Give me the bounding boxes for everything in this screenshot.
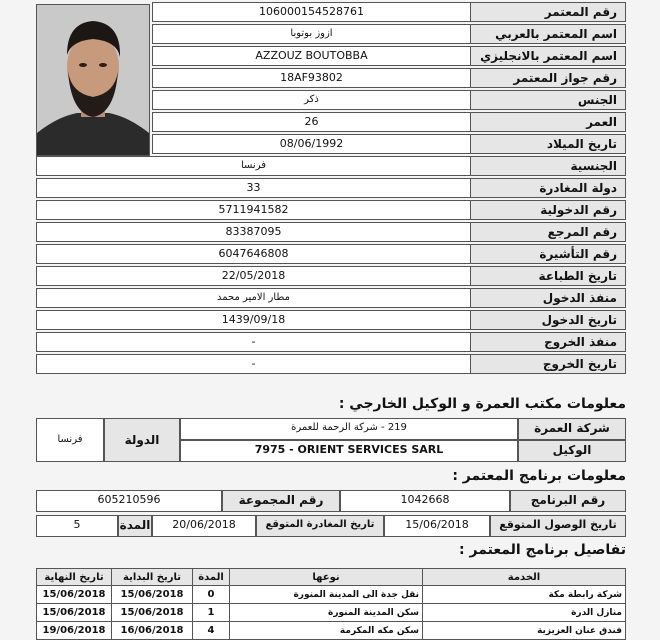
field-value: - xyxy=(36,332,470,352)
cell-service: شركة رابطة مكة xyxy=(423,586,626,604)
table-row xyxy=(37,622,626,640)
company-value: 219 - شركة الرحمة للعمرة xyxy=(180,418,518,440)
field-label: اسم المعتمر بالانجليزي xyxy=(470,46,626,66)
field-label: تاريخ الميلاد xyxy=(470,134,626,154)
field-label: رقم جواز المعتمر xyxy=(470,68,626,88)
field-label: اسم المعتمر بالعربي xyxy=(470,24,626,44)
cell-duration: 0 xyxy=(193,586,230,604)
departure-label: تاريخ المغادرة المتوقع xyxy=(256,515,384,537)
cell-duration: 4 xyxy=(193,622,230,640)
arrival-label: تاريخ الوصول المتوقع xyxy=(490,515,626,537)
group-value: 605210596 xyxy=(36,490,222,512)
cell-duration: 1 xyxy=(193,604,230,622)
col-duration: المدة xyxy=(193,569,230,586)
field-value: 08/06/1992 xyxy=(152,134,470,154)
program-details-table xyxy=(36,568,626,640)
field-value: 26 xyxy=(152,112,470,132)
field-label: رقم المعتمر xyxy=(470,2,626,22)
field-label: منفذ الخروج xyxy=(470,332,626,352)
cell-end: 15/06/2018 xyxy=(37,586,112,604)
field-label: تاريخ الطباعة xyxy=(470,266,626,286)
field-row xyxy=(0,221,660,243)
field-label: الجنس xyxy=(470,90,626,110)
agency-section-heading: معلومات مكتب العمرة و الوكيل الخارجي : xyxy=(338,396,626,412)
col-type: نوعها xyxy=(230,569,423,586)
field-value: 22/05/2018 xyxy=(36,266,470,286)
field-row xyxy=(0,1,660,23)
field-label: رقم المرجع xyxy=(470,222,626,242)
field-row xyxy=(0,67,660,89)
field-value: 106000154528761 xyxy=(152,2,470,22)
arrival-value: 15/06/2018 xyxy=(384,515,490,537)
field-value: فرنسا xyxy=(36,156,470,176)
agent-label: الوكيل xyxy=(518,440,626,462)
country-label: الدولة xyxy=(104,418,180,462)
table-row xyxy=(37,586,626,604)
field-value: 83387095 xyxy=(36,222,470,242)
duration-label: المدة xyxy=(118,515,152,537)
field-value: 33 xyxy=(36,178,470,198)
col-start-date: تاريخ البداية xyxy=(112,569,193,586)
field-row xyxy=(0,287,660,309)
field-value: 18AF93802 xyxy=(152,68,470,88)
field-row xyxy=(0,45,660,67)
duration-value: 5 xyxy=(36,515,118,537)
field-row xyxy=(0,265,660,287)
field-label: العمر xyxy=(470,112,626,132)
agent-value: 7975 - ORIENT SERVICES SARL xyxy=(180,440,518,462)
field-value: مطار الامير محمد xyxy=(36,288,470,308)
field-value: ذكر xyxy=(152,90,470,110)
field-row xyxy=(0,23,660,45)
field-value: AZZOUZ BOUTOBBA xyxy=(152,46,470,66)
field-label: تاريخ الخروج xyxy=(470,354,626,374)
cell-end: 15/06/2018 xyxy=(37,604,112,622)
field-value: 6047646808 xyxy=(36,244,470,264)
col-end-date: تاريخ النهاية xyxy=(37,569,112,586)
details-section-heading: تفاصيل برنامج المعتمر : xyxy=(459,542,626,558)
field-row xyxy=(0,89,660,111)
field-label: رقم التأشيرة xyxy=(470,244,626,264)
program-no-label: رقم البرنامج xyxy=(510,490,626,512)
col-service: الخدمة xyxy=(423,569,626,586)
country-value: فرنسا xyxy=(36,418,104,462)
cell-end: 19/06/2018 xyxy=(37,622,112,640)
field-row xyxy=(0,243,660,265)
field-label: دولة المغادرة xyxy=(470,178,626,198)
field-value: - xyxy=(36,354,470,374)
cell-service: منازل الدرة xyxy=(423,604,626,622)
table-row xyxy=(37,604,626,622)
program-no-value: 1042668 xyxy=(340,490,510,512)
field-row xyxy=(0,155,660,177)
field-row xyxy=(0,111,660,133)
field-row xyxy=(0,331,660,353)
field-label: الجنسية xyxy=(470,156,626,176)
field-value: ازوز بوتوبا xyxy=(152,24,470,44)
cell-service: فندق عنان العزيزية xyxy=(423,622,626,640)
field-row xyxy=(0,309,660,331)
field-label: تاريخ الدخول xyxy=(470,310,626,330)
field-row xyxy=(0,353,660,375)
departure-value: 20/06/2018 xyxy=(152,515,256,537)
field-label: منفذ الدخول xyxy=(470,288,626,308)
company-label: شركة العمرة xyxy=(518,418,626,440)
cell-type: سكن مكه المكرمة xyxy=(230,622,423,640)
field-value: 5711941582 xyxy=(36,200,470,220)
cell-start: 16/06/2018 xyxy=(112,622,193,640)
field-value: 1439/09/18 xyxy=(36,310,470,330)
field-label: رقم الدخولية xyxy=(470,200,626,220)
cell-start: 15/06/2018 xyxy=(112,586,193,604)
field-row xyxy=(0,177,660,199)
field-row xyxy=(0,133,660,155)
cell-type: سكن المدينة المنورة xyxy=(230,604,423,622)
group-label: رقم المجموعة xyxy=(222,490,340,512)
cell-start: 15/06/2018 xyxy=(112,604,193,622)
cell-type: نقل جدة الى المدينة المنورة xyxy=(230,586,423,604)
field-row xyxy=(0,199,660,221)
program-section-heading: معلومات برنامج المعتمر : xyxy=(452,468,626,484)
